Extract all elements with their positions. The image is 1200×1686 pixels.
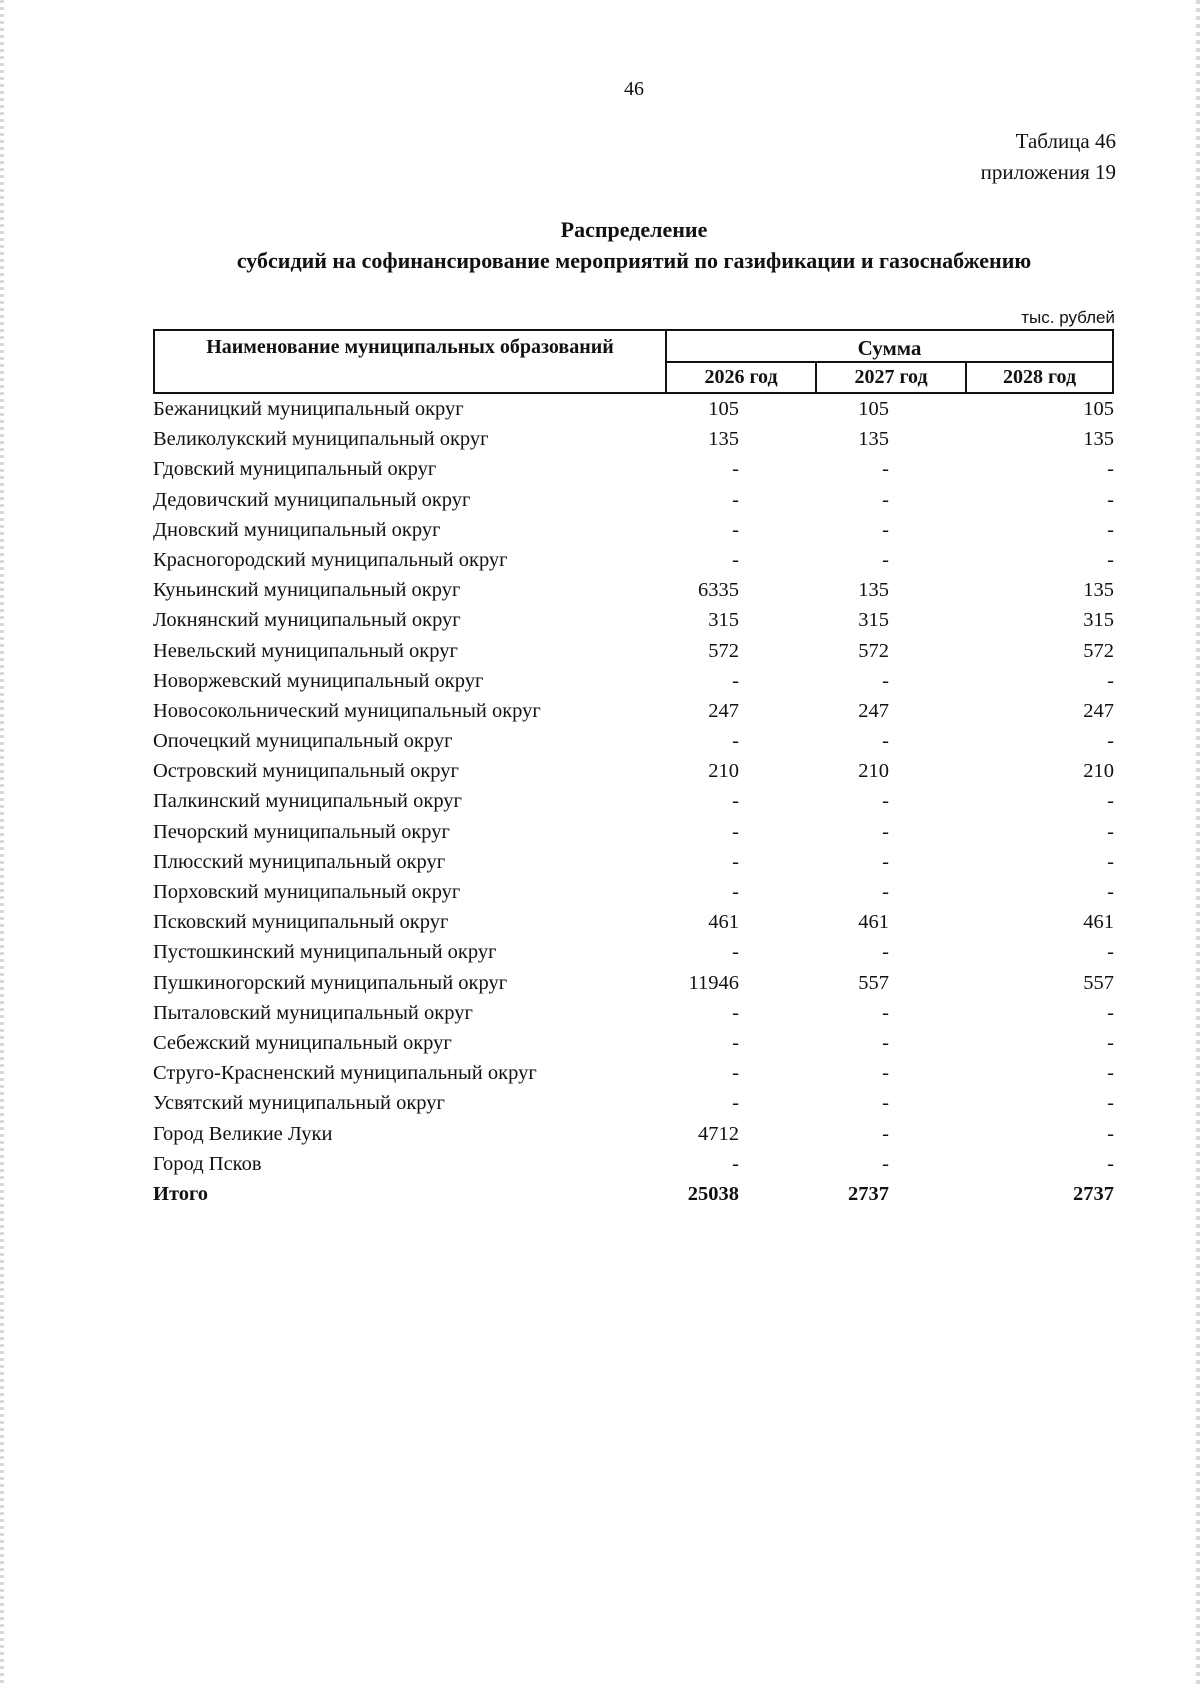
row-value-2028: - — [1107, 1062, 1114, 1085]
row-value-2026: - — [732, 518, 739, 541]
row-value-2026: 461 — [708, 911, 739, 934]
row-name: Красногородский муниципальный округ — [153, 548, 508, 571]
table-row — [153, 849, 1114, 879]
row-value-2027: - — [882, 790, 889, 813]
table-row — [153, 909, 1114, 939]
row-value-2026: - — [732, 458, 739, 481]
row-value-2027: - — [882, 881, 889, 903]
row-value-2026: 210 — [708, 760, 739, 783]
row-name: Псковский муниципальный округ — [153, 911, 449, 934]
row-value-2028: - — [1107, 790, 1114, 813]
row-value-2028: - — [1107, 730, 1114, 753]
row-value-2026: - — [732, 730, 739, 753]
row-name: Плюсский муниципальный округ — [153, 850, 446, 873]
row-value-2028: - — [1107, 548, 1114, 571]
row-value-2028: - — [1107, 669, 1114, 692]
document-title — [0, 214, 1200, 276]
row-value-2027: - — [882, 1122, 889, 1145]
total-value-2027: 2737 — [848, 1182, 889, 1205]
header-name-column: Наименование муниципальных образований — [155, 331, 667, 392]
table-row — [153, 788, 1114, 818]
row-value-2027: 461 — [858, 911, 889, 934]
row-value-2026: 572 — [708, 639, 739, 662]
row-value-2026: 315 — [708, 609, 739, 632]
total-value-2028: 2737 — [1073, 1182, 1114, 1205]
row-value-2027: - — [882, 820, 889, 843]
row-value-2027: - — [882, 548, 889, 571]
row-value-2027: 135 — [858, 428, 889, 451]
row-value-2026: - — [732, 1092, 739, 1115]
row-value-2028: - — [1107, 518, 1114, 541]
row-name: Новосокольнический муниципальный округ — [153, 699, 541, 722]
row-name: Пустошкинский муниципальный округ — [153, 941, 497, 964]
row-value-2027: - — [882, 488, 889, 511]
row-value-2027: - — [882, 1031, 889, 1054]
row-name: Пыталовский муниципальный округ — [153, 1001, 473, 1024]
row-name: Островский муниципальный округ — [153, 760, 459, 783]
table-row — [153, 1121, 1114, 1151]
table-reference-number: Таблица 46 — [1015, 129, 1116, 153]
row-value-2026: - — [732, 1001, 739, 1024]
row-value-2028: 135 — [1083, 579, 1114, 602]
row-value-2028: - — [1107, 1031, 1114, 1054]
header-sum: Сумма — [667, 331, 1112, 363]
row-name: Город Великие Луки — [153, 1122, 333, 1145]
row-name: Палкинский муниципальный округ — [153, 790, 462, 813]
row-value-2026: - — [732, 1062, 739, 1085]
row-value-2028: - — [1107, 1152, 1114, 1175]
table-row — [153, 426, 1114, 456]
page-number: 46 — [624, 78, 644, 100]
row-value-2027: - — [882, 1092, 889, 1115]
row-value-2026: 6335 — [698, 579, 739, 602]
total-row — [153, 1181, 1114, 1211]
row-value-2028: - — [1107, 1001, 1114, 1024]
row-value-2028: - — [1107, 941, 1114, 964]
row-value-2028: - — [1107, 1122, 1114, 1145]
units-label: тыс. рублей — [1021, 308, 1115, 327]
row-value-2027: - — [882, 730, 889, 753]
table-row — [153, 487, 1114, 517]
row-value-2026: 135 — [708, 428, 739, 451]
row-value-2028: 247 — [1083, 699, 1114, 722]
table-row — [153, 668, 1114, 698]
row-value-2027: 105 — [858, 398, 889, 420]
header-year-2027: 2027 год — [817, 363, 967, 392]
table-row — [153, 1151, 1114, 1181]
table-row — [153, 547, 1114, 577]
header-year-2028: 2028 год — [1002, 366, 1077, 388]
row-value-2027: 572 — [858, 639, 889, 662]
row-name: Бежаницкий муниципальный округ — [153, 398, 464, 420]
table-row — [153, 728, 1114, 758]
row-value-2027: - — [882, 850, 889, 873]
table-row — [153, 1030, 1114, 1060]
row-value-2028: 135 — [1083, 428, 1114, 451]
row-value-2028: - — [1107, 458, 1114, 481]
table-row — [153, 819, 1114, 849]
table-header — [153, 329, 1114, 394]
table-row — [153, 970, 1114, 1000]
row-value-2028: - — [1107, 1092, 1114, 1115]
row-name: Пушкиногорский муниципальный округ — [153, 971, 508, 994]
row-value-2026: 247 — [708, 699, 739, 722]
row-name: Город Псков — [153, 1152, 262, 1175]
row-value-2028: - — [1107, 488, 1114, 511]
row-name: Усвятский муниципальный округ — [153, 1092, 445, 1115]
total-value-2026: 25038 — [687, 1182, 739, 1205]
row-value-2026: - — [732, 790, 739, 813]
row-value-2027: 210 — [858, 760, 889, 783]
document-title-line2: субсидий на софинансирование мероприятий по газификации и газоснабжению — [236, 248, 1032, 273]
row-name: Опочецкий муниципальный округ — [153, 730, 453, 753]
row-value-2027: - — [882, 941, 889, 964]
row-value-2027: - — [882, 518, 889, 541]
row-name: Дедовичский муниципальный округ — [153, 488, 471, 511]
table-row — [153, 698, 1114, 728]
row-name: Гдовский муниципальный округ — [153, 458, 437, 481]
total-label: Итого — [153, 1182, 209, 1205]
row-name: Локнянский муниципальный округ — [153, 609, 461, 632]
table-row — [153, 1090, 1114, 1120]
row-value-2026: - — [732, 820, 739, 843]
row-value-2026: - — [732, 881, 739, 903]
table-row — [153, 456, 1114, 486]
row-name: Печорский муниципальный округ — [153, 820, 450, 843]
row-name: Куньинский муниципальный округ — [153, 579, 461, 602]
row-value-2026: - — [732, 548, 739, 571]
row-name: Невельский муниципальный округ — [153, 639, 458, 662]
row-value-2028: 557 — [1083, 971, 1114, 994]
table-row — [153, 1060, 1114, 1090]
row-value-2027: - — [882, 1152, 889, 1175]
table-body — [153, 396, 1114, 1211]
row-value-2027: - — [882, 1062, 889, 1085]
row-value-2027: 557 — [858, 971, 889, 994]
row-name: Дновский муниципальный округ — [153, 518, 441, 541]
table-row — [153, 517, 1114, 547]
row-value-2027: - — [882, 669, 889, 692]
table-reference-appendix: приложения 19 — [980, 160, 1116, 184]
row-value-2028: - — [1107, 820, 1114, 843]
row-value-2027: - — [882, 1001, 889, 1024]
table-row — [153, 939, 1114, 969]
header-year-2026: 2026 год — [667, 363, 817, 392]
row-value-2026: 105 — [708, 398, 739, 420]
table-row — [153, 396, 1114, 426]
table-row — [153, 758, 1114, 788]
row-name: Себежский муниципальный округ — [153, 1031, 452, 1054]
row-value-2028: 461 — [1083, 911, 1114, 934]
document-title-line1: Распределение — [560, 217, 708, 242]
row-value-2028: 105 — [1083, 398, 1114, 420]
row-name: Новоржевский муниципальный округ — [153, 669, 484, 692]
row-value-2028: - — [1107, 850, 1114, 873]
row-value-2026: 11946 — [688, 971, 739, 994]
table-row — [153, 577, 1114, 607]
table-row — [153, 1000, 1114, 1030]
table-reference — [981, 126, 1116, 188]
row-name: Великолукский муниципальный округ — [153, 428, 489, 451]
row-value-2026: - — [732, 1031, 739, 1054]
row-value-2027: 315 — [858, 609, 889, 632]
row-name: Струго-Красненский муниципальный округ — [153, 1062, 537, 1085]
row-value-2027: - — [882, 458, 889, 481]
row-value-2028: 572 — [1083, 639, 1114, 662]
table-row — [153, 607, 1114, 637]
row-value-2028: 210 — [1083, 760, 1114, 783]
row-value-2026: - — [732, 850, 739, 873]
table-row — [153, 879, 1114, 909]
row-value-2026: - — [732, 1152, 739, 1175]
row-value-2026: 4712 — [698, 1122, 739, 1145]
row-value-2027: 135 — [858, 579, 889, 602]
row-value-2026: - — [732, 941, 739, 964]
row-name: Порховский муниципальный округ — [153, 881, 461, 903]
row-value-2026: - — [732, 488, 739, 511]
row-value-2027: 247 — [858, 699, 889, 722]
table-row — [153, 638, 1114, 668]
row-value-2028: - — [1107, 881, 1114, 903]
row-value-2026: - — [732, 669, 739, 692]
row-value-2028: 315 — [1083, 609, 1114, 632]
